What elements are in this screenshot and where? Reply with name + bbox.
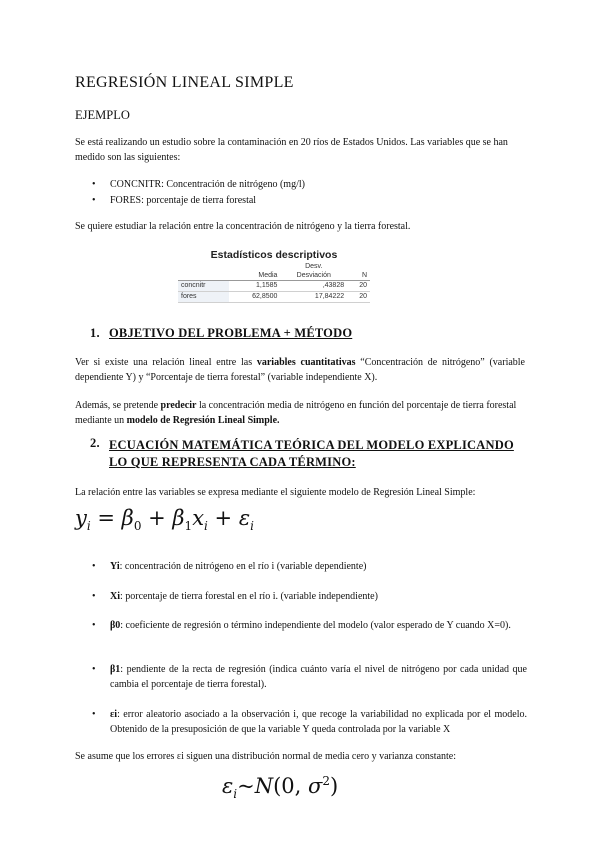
term-list-item [92, 618, 527, 633]
term-list-item [92, 589, 527, 604]
table-row [178, 281, 370, 292]
model-intro-paragraph: La relación entre las variables se expresa mediante el siguiente modelo de Regresión Lineal Simple: [75, 487, 476, 498]
table-cell: fores [178, 292, 229, 303]
term-list-item [92, 559, 527, 574]
heading-text: OBJETIVO DEL PROBLEMA + MÉTODO [109, 326, 353, 340]
heading-number: 2. [90, 436, 100, 450]
heading-text: LO QUE REPRESENTA CADA TÉRMINO: [109, 455, 356, 469]
term-label: β1 [110, 664, 121, 675]
page-title: REGRESIÓN LINEAL SIMPLE [75, 74, 294, 91]
intro-paragraph: Se está realizando un estudio sobre la contaminación en 20 ríos de Estados Unidos. Las variables que se han medido son las siguientes: [75, 137, 508, 163]
section-heading-1 [90, 326, 530, 342]
method-paragraph [75, 398, 525, 428]
table-cell: 20 [347, 281, 370, 292]
emphasis-text: variables cuantitativas [256, 357, 356, 368]
list-item: • FORES: porcentaje de tierra forestal [92, 193, 305, 209]
term-text: : porcentaje de tierra forestal en el río i. (variable independiente) [120, 591, 378, 602]
term-label: Xi [110, 591, 120, 602]
term-list-item [92, 707, 527, 737]
table-cell: 20 [347, 292, 370, 303]
heading-number: 1. [90, 326, 100, 340]
term-text: : coeficiente de regresión o término independiente del modelo (valor esperado de Y cuando X=0). [120, 620, 511, 631]
table-cell: 17,84222 [280, 292, 347, 303]
column-header-line: Desviación [296, 272, 331, 279]
text-run: Ver si existe una relación lineal entre las [75, 357, 257, 368]
study-paragraph: Se quiere estudiar la relación entre la concentración de nitrógeno y la tierra forestal. [75, 221, 411, 232]
column-header: Media [229, 262, 281, 281]
list-item: • CONCNITR: Concentración de nitrógeno (mg/l) [92, 177, 305, 193]
term-text: : pendiente de la recta de regresión (indica cuánto varía el nivel de nitrógeno por cada unidad que cambia el porcentaje de tierra forestal). [110, 664, 527, 690]
section-heading-2 [90, 436, 530, 470]
column-header [280, 262, 347, 281]
table-title: Estadísticos descriptivos [210, 249, 338, 261]
emphasis-text: predecir [160, 400, 197, 411]
term-text: : concentración de nitrógeno en el río i (variable dependiente) [119, 561, 367, 572]
table-cell: 62,8500 [229, 292, 281, 303]
heading-text: ECUACIÓN MATEMÁTICA TEÓRICA DEL MODELO EXPLICANDO [109, 438, 514, 452]
emphasis-text: modelo de Regresión Lineal Simple. [126, 415, 280, 426]
section-subtitle: EJEMPLO [75, 108, 130, 122]
term-label: β0 [110, 620, 121, 631]
descriptive-stats-table [178, 249, 370, 303]
term-list-item [92, 662, 527, 692]
column-header-line: Desv. [305, 263, 323, 270]
table-row [178, 292, 370, 303]
term-label: Yi [110, 561, 120, 572]
table-cell: ,43828 [280, 281, 347, 292]
term-label: εi [110, 709, 118, 720]
table-cell: concnitr [178, 281, 229, 292]
column-header: N [347, 262, 370, 281]
regression-equation: $y_i = \beta_0 + \beta_1x_i + \varepsilon_i$ [75, 506, 254, 534]
term-text: : error aleatorio asociado a la observación i, que recoge la variabilidad no explicada por el modelo. Obtenido de la presuposición de que la variable Y queda controlada por la variable X [110, 709, 527, 735]
text-run: la concentración media de nitrógeno en función del porcentaje de tierra forestal mediante un [75, 400, 517, 426]
column-header [178, 262, 229, 281]
text-run: Además, se pretende [75, 400, 161, 411]
error-distribution-equation: $\varepsilon_i\sim N(0$, $\sigma^2$) [222, 774, 339, 802]
objective-paragraph [75, 355, 525, 385]
table-cell: 1,1585 [229, 281, 281, 292]
variables-list [92, 177, 305, 209]
errors-paragraph: Se asume que los errores εi siguen una distribución normal de media cero y varianza constante: [75, 751, 457, 762]
text-run: “Concentración de nitrógeno” (variable dependiente Y) y “Porcentaje de tierra forestal” (variable independiente X). [75, 357, 525, 383]
